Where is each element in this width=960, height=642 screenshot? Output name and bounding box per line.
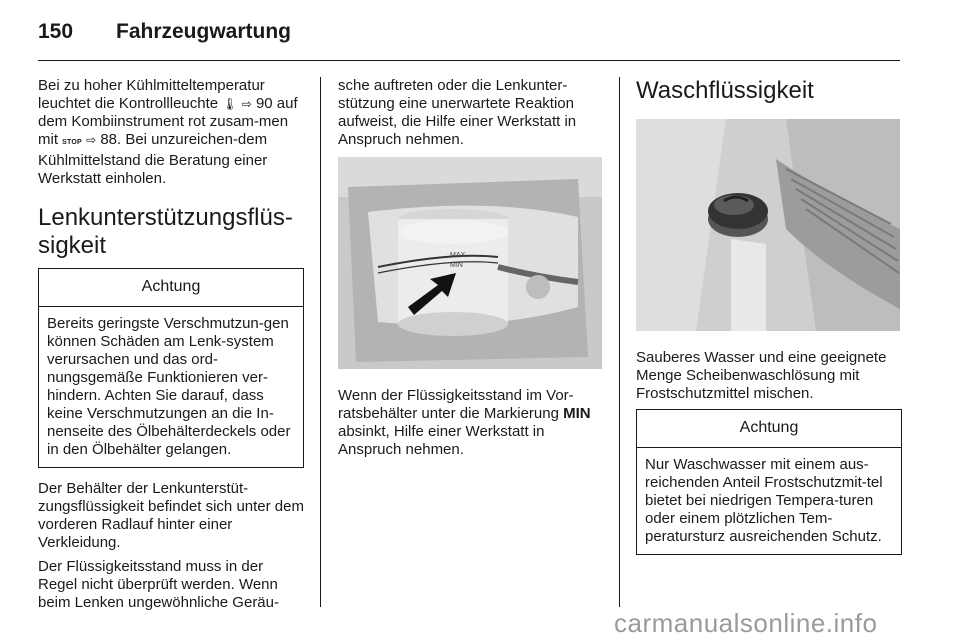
warning-title: Achtung bbox=[637, 410, 901, 448]
page-title: Fahrzeugwartung bbox=[116, 20, 292, 43]
washer-reservoir-figure bbox=[636, 119, 900, 331]
column-3 bbox=[636, 77, 902, 567]
coolant-paragraph bbox=[38, 77, 304, 188]
min-text-2: absinkt, Hilfe einer Werkstatt in Anspruch nehmen. bbox=[338, 423, 545, 458]
min-marker-label: MIN bbox=[563, 405, 591, 422]
min-text-1: Wenn der Flüssigkeitsstand im Vor-ratsbehälter unter die Markierung bbox=[338, 387, 574, 422]
stop-icon: STOP bbox=[62, 139, 82, 146]
reference-arrow-icon: ⇨ bbox=[241, 97, 252, 111]
column-1 bbox=[38, 77, 304, 618]
column-divider-1 bbox=[320, 77, 321, 607]
washer-mix-paragraph: Sauberes Wasser und eine geeignete Menge Scheibenwaschlösung mit Frostschutzmittel mischen. bbox=[636, 349, 887, 402]
warning-box-washer bbox=[636, 409, 902, 555]
coolant-text-2: auf dem Kombiinstrument rot zusam-men mit bbox=[38, 95, 298, 148]
warning-box-steering bbox=[38, 268, 304, 468]
page-number: 150 bbox=[38, 20, 74, 43]
warning-body: Nur Waschwasser mit einem aus-reichenden Anteil Frostschutzmit-tel bietet bei niedrigen Tempera-turen oder einem plötzlichen Tem-peratursturz ausreichenden Schutz. bbox=[645, 456, 883, 545]
column-divider-2 bbox=[619, 77, 620, 607]
min-label: MIN bbox=[450, 262, 463, 269]
watermark: carmanualsonline.info bbox=[614, 608, 878, 638]
page-ref-2[interactable]: 88 bbox=[100, 131, 117, 148]
page-ref-1[interactable]: 90 bbox=[255, 95, 273, 112]
steering-reservoir-figure bbox=[338, 157, 602, 369]
max-label: MAX bbox=[450, 252, 466, 259]
section-heading-washer-fluid: Waschflüssigkeit bbox=[636, 77, 814, 104]
reference-arrow-icon: ⇨ bbox=[86, 133, 97, 147]
noise-paragraph: sche auftreten oder die Lenkunter-stützung eine unerwartete Reaktion aufweist, die Hilfe einer Werkstatt in Anspruch nehmen. bbox=[338, 77, 577, 148]
coolant-text-1: Bei zu hoher Kühlmitteltemperatur leuchtet die Kontrollleuchte bbox=[38, 77, 265, 112]
coolant-text-3: . Bei unzureichen-dem Kühlmittelstand die Beratung einer Werkstatt einholen. bbox=[38, 131, 268, 187]
coolant-temperature-icon: 🌡 bbox=[222, 97, 238, 111]
header-divider bbox=[38, 60, 900, 61]
section-heading-steering-fluid: Lenkunterstützungsflüs-sigkeit bbox=[38, 204, 293, 259]
fluid-level-paragraph: Der Flüssigkeitsstand muss in der Regel nicht überprüft werden. Wenn beim Lenken ungewöhnliche Geräu- bbox=[38, 558, 279, 611]
warning-body: Bereits geringste Verschmutzun-gen können Schäden am Lenk-system verursachen und das ord-nungsgemäße Funktionieren ver-hindern. Achten Sie darauf, dass keine Verschmutzungen an die In-nenseite des Ölbehälterdeckels oder in den Ölbehälter gelangen. bbox=[47, 315, 291, 458]
min-level-paragraph bbox=[338, 387, 604, 459]
column-2 bbox=[338, 77, 604, 465]
reservoir-location-paragraph: Der Behälter der Lenkunterstüt-zungsflüssigkeit befindet sich unter dem vorderen Radlauf hinter einer Verkleidung. bbox=[38, 480, 304, 551]
warning-title: Achtung bbox=[39, 269, 303, 307]
